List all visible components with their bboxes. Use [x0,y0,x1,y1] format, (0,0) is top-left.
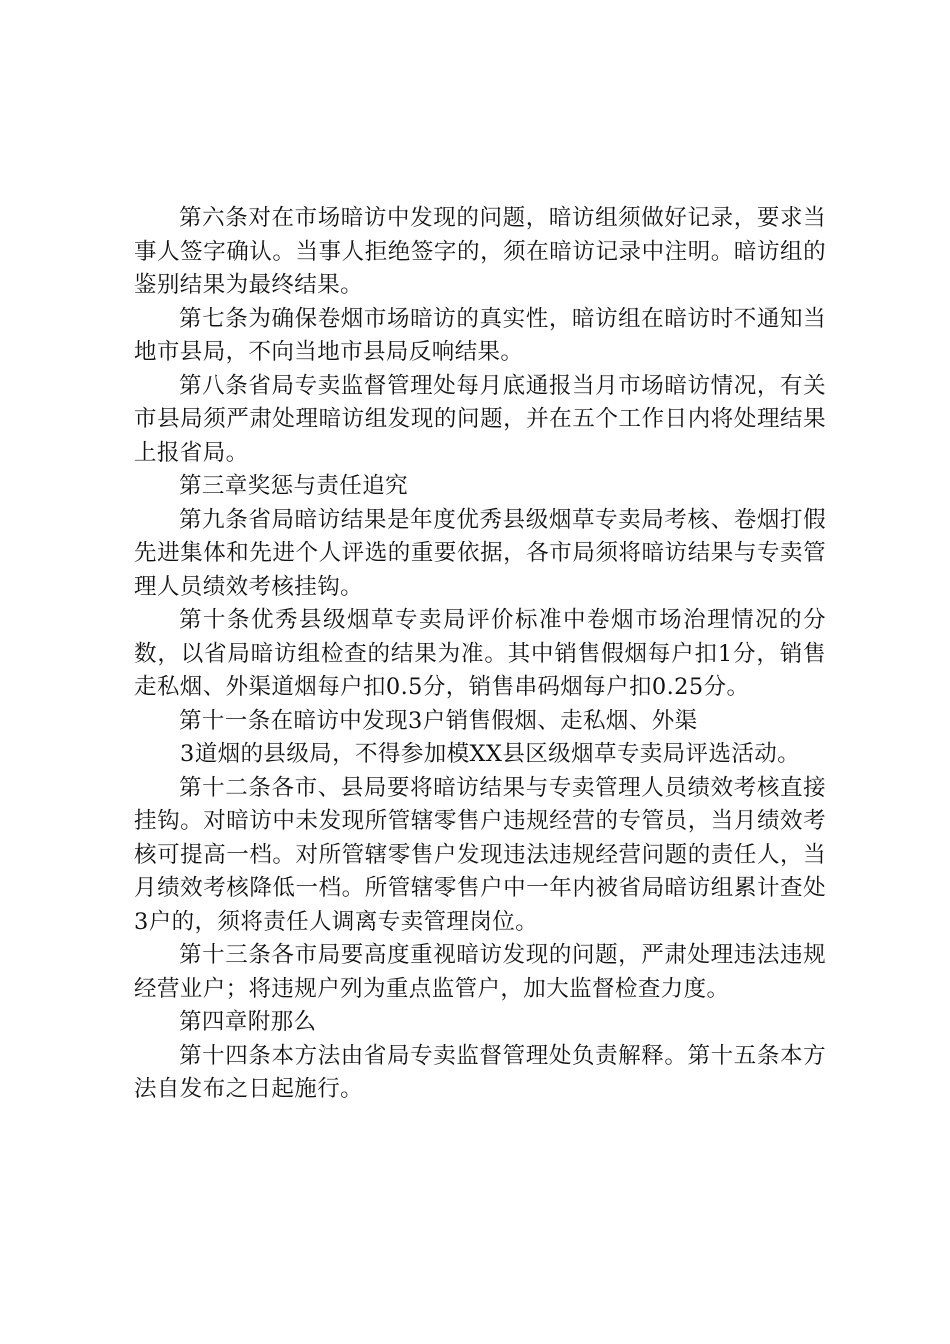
article-11-paragraph: 第十一条在暗访中发现3户销售假烟、走私烟、外渠 [179,707,698,734]
article-13-paragraph: 第十三条各市局要高度重视暗访发现的问题，严肃处理违法违规经营业户；将违规户列为重点监管户，加大监督检查力度。 [134,942,826,1002]
article-6-paragraph: 第六条对在市场暗访中发现的问题，暗访组须做好记录，要求当事人签字确认。当事人拒绝签字的，须在暗访记录中注明。暗访组的鉴别结果为最终结果。 [134,205,826,298]
article-12-paragraph: 第十二条各市、县局要将暗访结果与专卖管理人员绩效考核直接挂钩。对暗访中未发现所管辖零售户违规经营的专管员，当月绩效考核可提高一档。对所管辖零售户发现违法违规经营问题的责任人，当月绩效考核降低一档。所管辖零售户中一年内被省局暗访组累计查处3户的，须将责任人调离专卖管理岗位。 [134,774,826,935]
article-9-paragraph: 第九条省局暗访结果是年度优秀县级烟草专卖局考核、卷烟打假先进集体和先进个人评选的重要依据，各市局须将暗访结果与专卖管理人员绩效考核挂钩。 [134,506,826,600]
document-body [134,202,826,1107]
chapter-4-heading: 第四章附那么 [179,1009,317,1035]
article-11-continuation: 3道烟的县级局，不得参加模XX县区级烟草专卖局评选活动。 [180,741,801,767]
chapter-3-heading: 第三章奖惩与责任追究 [179,473,409,499]
article-14-15-paragraph: 第十四条本方法由省局专卖监督管理处负责解释。第十五条本方法自发布之日起施行。 [134,1042,826,1102]
article-8-paragraph: 第八条省局专卖监督管理处每月底通报当月市场暗访情况，有关市县局须严肃处理暗访组发现的问题，并在五个工作日内将处理结果上报省局。 [134,372,826,466]
article-10-paragraph: 第十条优秀县级烟草专卖局评价标准中卷烟市场治理情况的分数，以省局暗访组检查的结果为准。其中销售假烟每户扣1分，销售走私烟、外渠道烟每户扣0.5分，销售串码烟每户扣0.25分。 [134,607,826,700]
article-7-paragraph: 第七条为确保卷烟市场暗访的真实性，暗访组在暗访时不通知当地市县局，不向当地市县局反响结果。 [134,305,826,365]
